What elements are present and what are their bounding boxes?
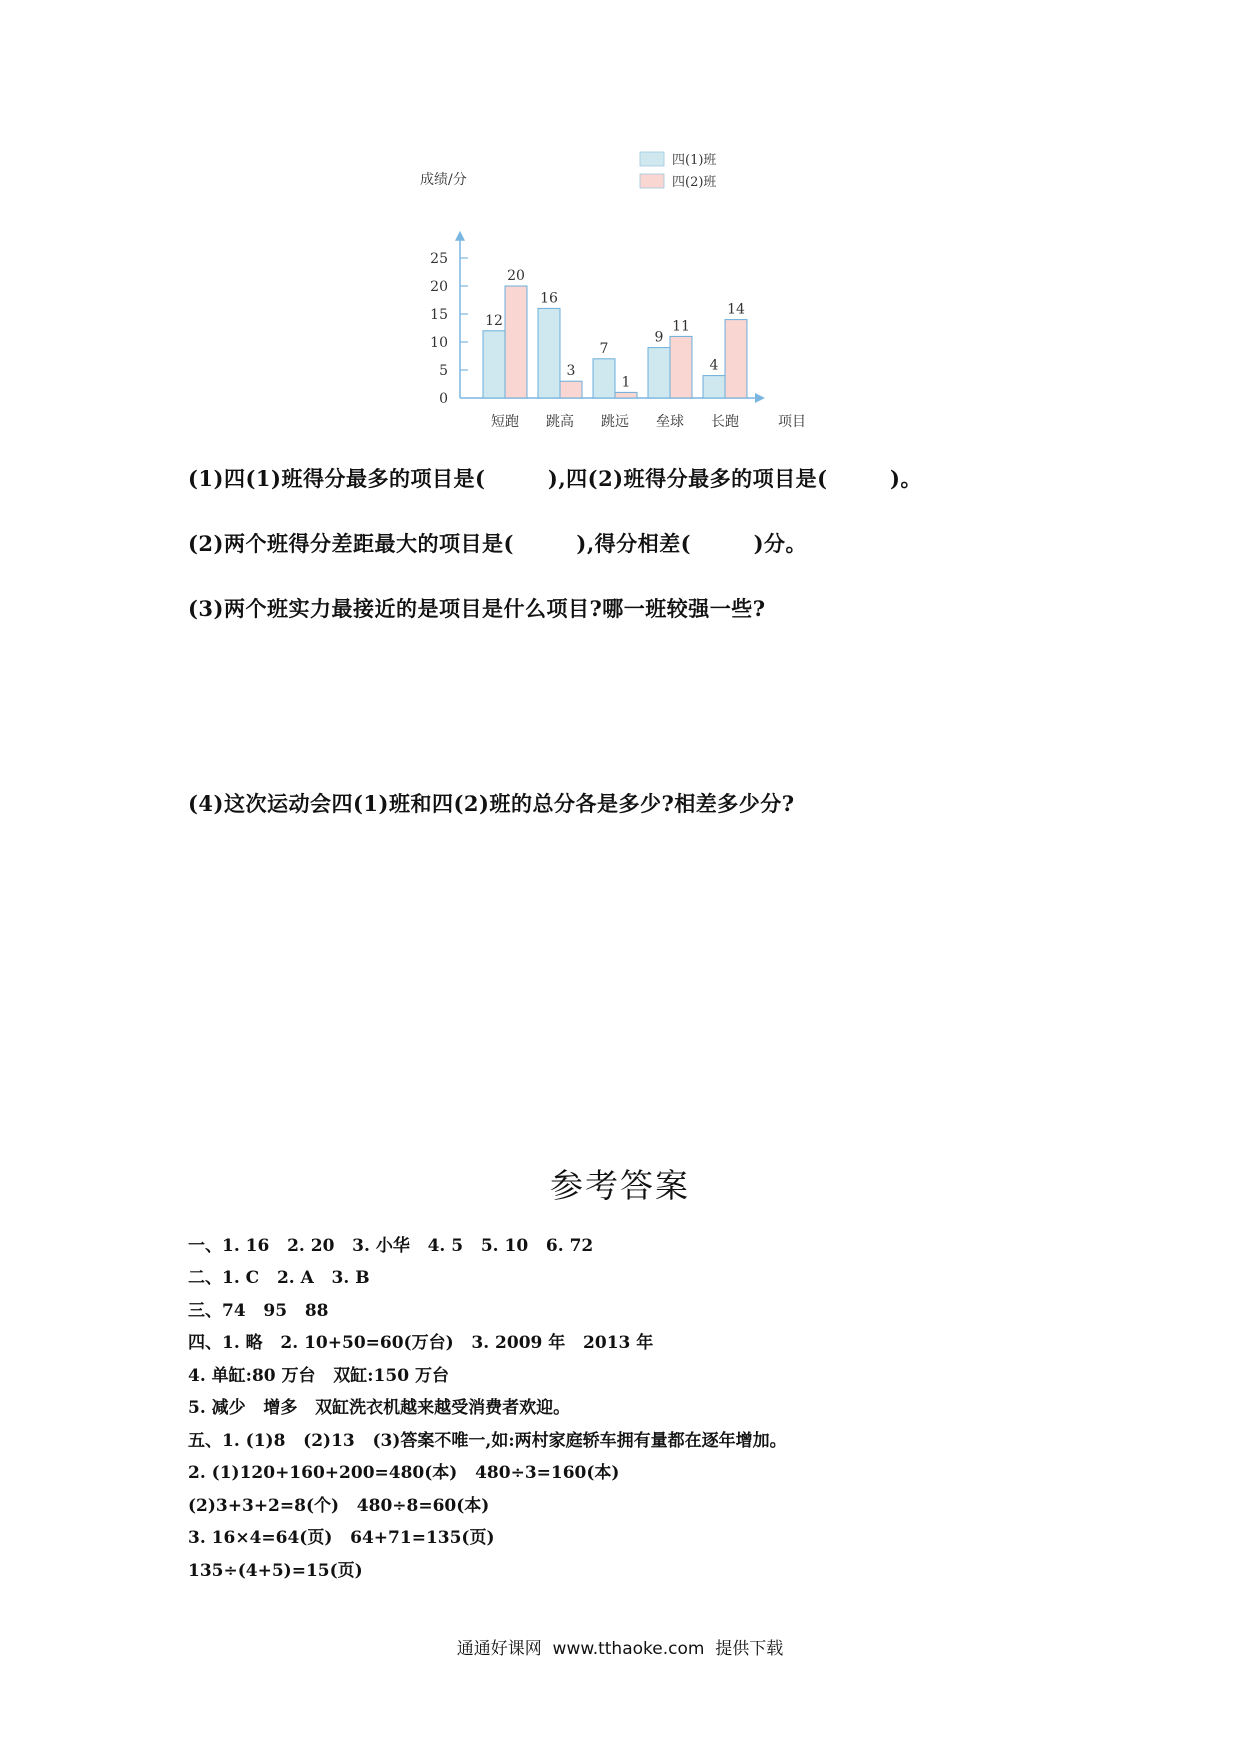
bar-value-label: 20 — [507, 268, 525, 284]
legend-label: 四(1)班 — [672, 153, 717, 168]
legend-label: 四(2)班 — [672, 175, 717, 190]
bar — [505, 286, 527, 398]
bar — [593, 359, 615, 398]
bar — [703, 376, 725, 398]
x-tick-label: 长跑 — [711, 414, 739, 430]
bar — [648, 348, 670, 398]
y-tick-label: 5 — [439, 363, 448, 379]
bar-value-label: 3 — [566, 363, 576, 380]
bar — [670, 336, 692, 398]
y-tick-label: 25 — [430, 251, 448, 267]
answer-line: (2)3+3+2=8(个) 480÷8=60(本) — [188, 1496, 490, 1516]
answer-line: 一、1. 16 2. 20 3. 小华 4. 5 5. 10 6. 72 — [188, 1236, 594, 1256]
bar — [483, 331, 505, 398]
answer-line: 三、74 95 88 — [188, 1301, 329, 1321]
answers-title: 参考答案 — [550, 1166, 690, 1205]
y-axis-arrow — [455, 231, 465, 241]
bar — [725, 320, 747, 398]
bar-value-label: 11 — [672, 318, 690, 335]
x-tick-label: 垒球 — [656, 414, 684, 430]
question-4: (4)这次运动会四(1)班和四(2)班的总分各是多少?相差多少分? — [188, 791, 795, 816]
bar-value-label: 9 — [654, 329, 664, 346]
y-axis-label: 成绩/分 — [420, 172, 467, 188]
answer-line: 4. 单缸:80 万台 双缸:150 万台 — [188, 1366, 449, 1386]
answer-line: 五、1. (1)8 (2)13 (3)答案不唯一,如:两村家庭轿车拥有量都在逐年增加。 — [188, 1431, 787, 1451]
y-tick-label: 20 — [430, 279, 448, 295]
x-axis-label: 项目 — [778, 414, 806, 430]
bar-value-label: 16 — [540, 290, 558, 307]
bar-value-label: 14 — [727, 301, 745, 318]
y-tick-label: 15 — [430, 307, 448, 323]
answer-line: 5. 减少 增多 双缸洗衣机越来越受消费者欢迎。 — [188, 1398, 571, 1418]
footer-credit: 通通好课网 www.tthaoke.com 提供下载 — [456, 1639, 784, 1659]
legend-swatch — [640, 152, 664, 166]
y-tick-label: 0 — [439, 391, 448, 407]
bar-chart — [400, 150, 860, 440]
question-2: (2)两个班得分差距最大的项目是( ),得分相差( )分。 — [188, 531, 808, 556]
answer-line: 2. (1)120+160+200=480(本) 480÷3=160(本) — [188, 1463, 620, 1483]
answer-line: 135÷(4+5)=15(页) — [188, 1561, 363, 1581]
answer-line: 四、1. 略 2. 10+50=60(万台) 3. 2009 年 2013 年 — [188, 1333, 654, 1353]
bar-value-label: 1 — [621, 374, 631, 391]
x-tick-label: 跳高 — [546, 414, 574, 430]
y-tick-label: 10 — [430, 335, 448, 351]
bar-value-label: 12 — [485, 312, 503, 329]
bar — [615, 392, 637, 398]
question-1: (1)四(1)班得分最多的项目是( ),四(2)班得分最多的项目是( )。 — [188, 466, 922, 491]
x-tick-label: 短跑 — [491, 414, 519, 430]
bar — [560, 381, 582, 398]
bar-value-label: 7 — [599, 340, 609, 357]
question-3: (3)两个班实力最接近的是项目是什么项目?哪一班较强一些? — [188, 596, 766, 621]
legend-swatch — [640, 174, 664, 188]
answer-line: 二、1. C 2. A 3. B — [188, 1268, 370, 1288]
x-axis-arrow — [755, 393, 765, 403]
bar — [538, 308, 560, 398]
bar-value-label: 4 — [709, 357, 719, 374]
x-tick-label: 跳远 — [601, 414, 629, 430]
answer-line: 3. 16×4=64(页) 64+71=135(页) — [188, 1528, 495, 1548]
